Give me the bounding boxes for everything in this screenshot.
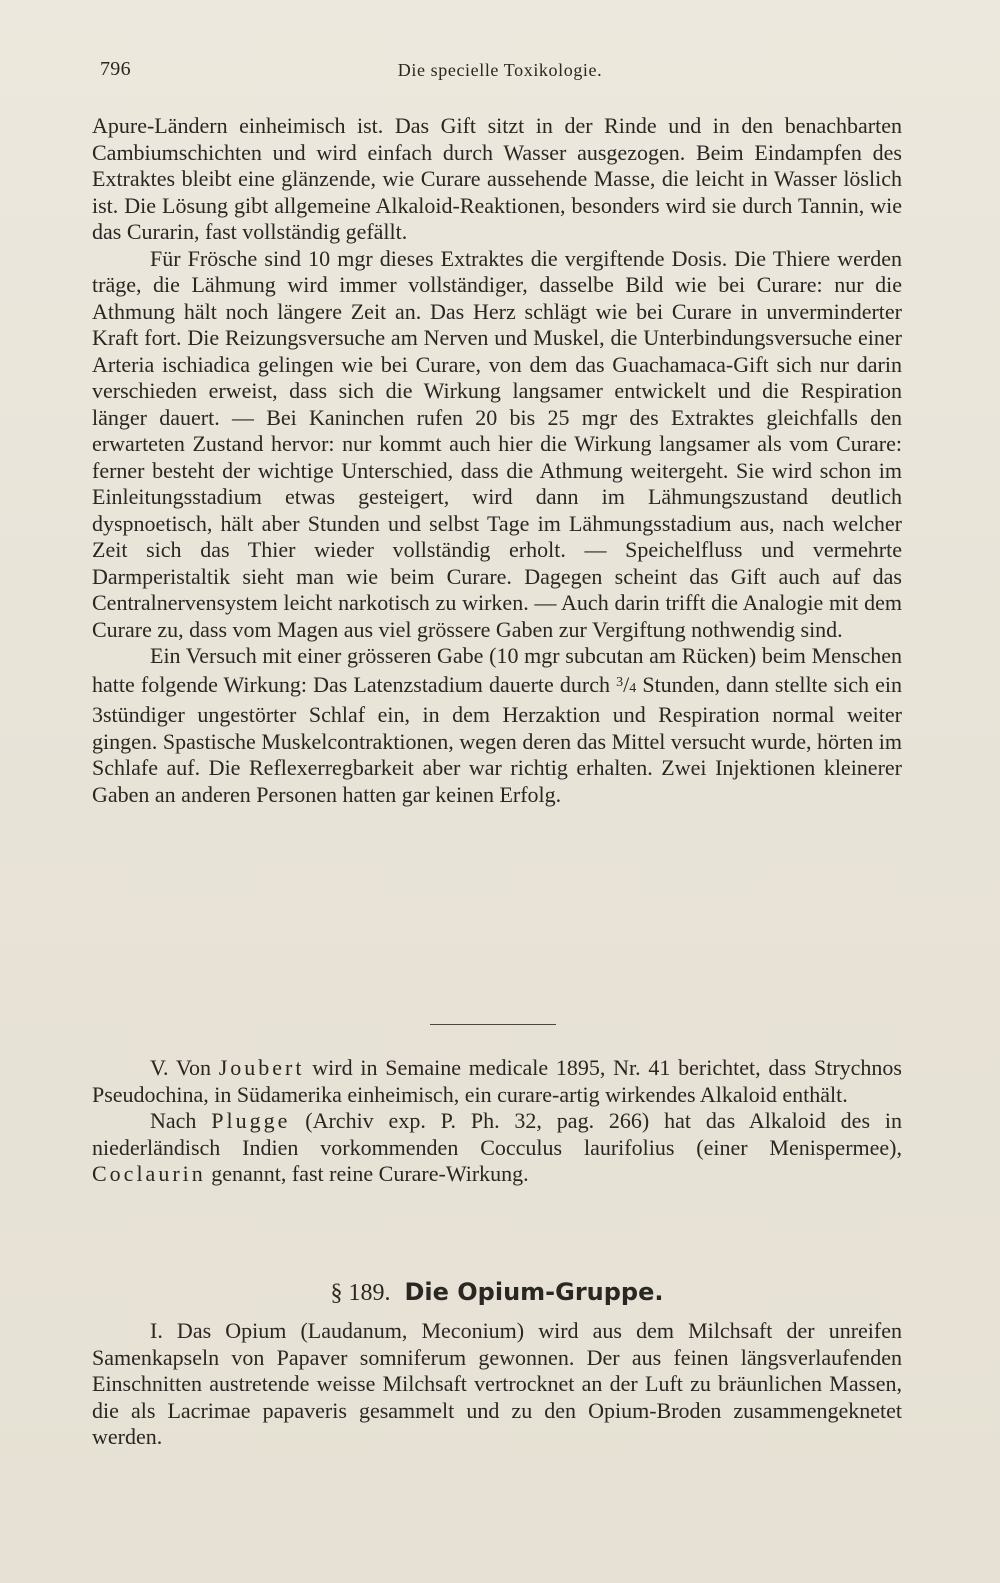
- paragraph: Ein Versuch mit einer grösseren Gabe (10 mgr subcutan am Rücken) beim Menschen hatte folgende Wirkung: Das Latenzstadium dauerte durch $^3$/4 Stunden, dann stellte sich ein 3stündiger ungestörter Schlaf ein, in dem Herzaktion und Respiration normal weiter gingen. Spastische Muskelcontraktionen, wegen deren das Mittel versucht wurde, hörten im Schlafe auf. Die Reflexerregbarkeit aber war richtig erhalten. Zwei Injektionen kleinerer Gaben an anderen Personen hatten gar keinen Erfolg.: [92, 643, 903, 807]
- paragraph-text: Ein Versuch mit einer grösseren Gabe (10 mgr subcutan am Rücken) beim Menschen hatte folgende Wirkung: Das Latenzstadium dauerte durch: [92, 643, 902, 697]
- section-title: Die Opium-Gruppe.: [404, 1278, 664, 1306]
- section-number: § 189.: [330, 1280, 391, 1306]
- paragraph: [92, 1055, 902, 1108]
- page-number: 796: [100, 58, 131, 80]
- section-heading: [92, 1278, 902, 1307]
- paragraph: Für Frösche sind 10 mgr dieses Extraktes die vergiftende Dosis. Die Thiere werden träge, die Lähmung wird immer vollständiger, dasselbe Bild wie bei Curare: nur die Athmung hält noch längere Zeit an. Das Herz schlägt wie bei Curare in unverminderter Kraft fort. Die Reizungsversuche am Nerven und Muskel, die Unterbindungsversuche einer Arteria ischiadica gelingen wie bei Curare, von dem das Guachamaca-Gift sich nur darin verschieden erweist, dass sich die Wirkung langsamer entwickelt und die Respiration länger dauert. — Bei Kaninchen rufen 20 bis 25 mgr des Extraktes gleichfalls den erwarteten Zustand hervor: nur kommt auch hier die Wirkung langsamer als vom Curare: ferner besteht der wichtige Unterschied, dass die Athmung weitergeht. Sie wird schon im Einleitungsstadium etwas gesteigert, wird dann im Lähmungszustand deutlich dyspnoetisch, hält aber Stunden und selbst Tage im Lähmungsstadium aus, nach welcher Zeit sich das Thier wieder vollständig erholt. — Speichelfluss und vermehrte Darmperistaltik sieht man wie beim Curare. Dagegen scheint das Gift auch auf das Centralnervensystem leicht narkotisch zu wirken. — Auch darin trifft die Analogie mit dem Curare zu, dass vom Magen aus viel grössere Gaben zur Vergiftung nothwendig sind.: [92, 245, 902, 642]
- paragraph-text: wird in Semaine medicale 1895, Nr. 41 berichtet, dass Strychnos Pseudochina, in Südamerika einheimisch, ein curare-artig wirkendes Alkaloid enthält.: [92, 1055, 902, 1107]
- section-text: [92, 1318, 902, 1451]
- author-name: Plugge: [211, 1108, 291, 1133]
- section-divider: [430, 1024, 556, 1025]
- substance-name: Coclaurin: [92, 1161, 206, 1186]
- page-header: [98, 58, 902, 88]
- fraction-numerator: 3: [616, 674, 624, 690]
- running-head: Die specielle Toxikologie.: [397, 60, 603, 80]
- section-text: [92, 113, 902, 808]
- paragraph: [92, 1108, 902, 1188]
- paragraph-text: genannt, fast reine Curare-Wirkung.: [205, 1161, 529, 1186]
- section-text: [92, 1055, 902, 1188]
- fraction-denominator: 4: [629, 680, 637, 696]
- paragraph-text: Stunden, dann stellte sich ein 3stündiger ungestörter Schlaf ein, in dem Herzaktion und Respiration normal weiter gingen. Spastische Muskelcontraktionen, wegen deren das Mittel versucht wurde, hörten im Schlafe auf. Die Reflexerregbarkeit aber war richtig erhalten. Zwei Injektionen kleinerer Gaben an anderen Personen hatten gar keinen Erfolg.: [92, 671, 903, 807]
- paragraph-text: (Archiv exp. P. Ph. 32, pag. 266) hat das Alkaloid des in niederländisch Indien vorkommenden Cocculus laurifolius (einer Menispermee),: [92, 1108, 902, 1160]
- author-name: Joubert: [218, 1055, 305, 1080]
- paragraph-text: Nach: [150, 1108, 212, 1133]
- paragraph: Apure-Ländern einheimisch ist. Das Gift sitzt in der Rinde und in den benachbarten Cambiumschichten und wird einfach durch Wasser ausgezogen. Beim Eindampfen des Extraktes bleibt eine glänzende, wie Curare aussehende Masse, die leicht in Wasser löslich ist. Die Lösung gibt allgemeine Alkaloid-Reaktionen, besonders wird sie durch Tannin, wie das Curarin, fast vollständig gefällt.: [92, 113, 902, 244]
- paragraph: I. Das Opium (Laudanum, Meconium) wird aus dem Milchsaft der unreifen Samenkapseln von Papaver somniferum gewonnen. Der aus feinen längsverlaufenden Einschnitten austretende weisse Milchsaft vertrocknet an der Luft zu bräunlichen Massen, die als Lacrimae papaveris gesammelt und zu den Opium-Broden zusammengeknetet werden.: [92, 1318, 902, 1449]
- paragraph-text: V. Von: [150, 1055, 219, 1080]
